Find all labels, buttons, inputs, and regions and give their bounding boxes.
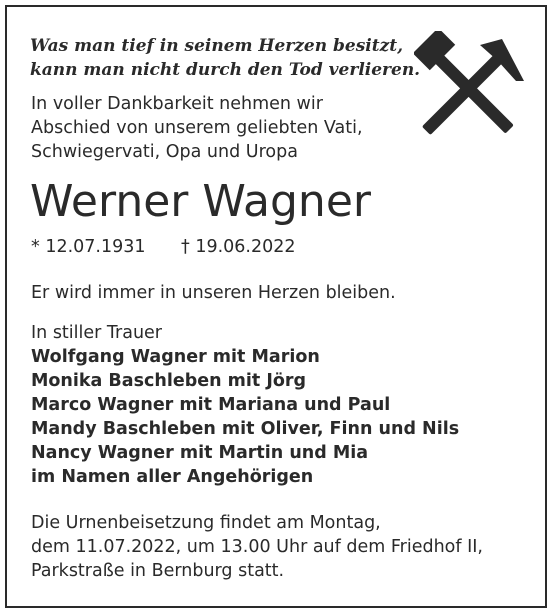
- life-dates: [31, 235, 296, 259]
- quote-line: kann man nicht durch den Tod verlieren.: [30, 60, 421, 80]
- notice-line: dem 11.07.2022, um 13.00 Uhr auf dem Friedhof II,: [31, 537, 483, 557]
- remembrance-text: Er wird immer in unseren Herzen bleiben.: [31, 283, 396, 303]
- mourning-lead: In stiller Trauer: [31, 323, 162, 343]
- mourner-line: im Namen aller Angehörigen: [31, 467, 314, 487]
- memorial-quote: [30, 34, 420, 82]
- intro-line: In voller Dankbarkeit nehmen wir: [31, 94, 323, 114]
- intro-text: [31, 92, 363, 164]
- death-date: † 19.06.2022: [181, 237, 296, 257]
- mourner-line: Nancy Wagner mit Martin und Mia: [31, 443, 369, 463]
- birth-date: * 12.07.1931: [31, 237, 146, 257]
- mourner-line: Monika Baschleben mit Jörg: [31, 371, 307, 391]
- mourners-list: [31, 321, 459, 489]
- funeral-notice: [31, 511, 483, 583]
- notice-line: Die Urnenbeisetzung findet am Montag,: [31, 513, 381, 533]
- mourner-line: Wolfgang Wagner mit Marion: [31, 347, 320, 367]
- mourner-line: Marco Wagner mit Mariana und Paul: [31, 395, 391, 415]
- notice-line: Parkstraße in Bernburg statt.: [31, 561, 285, 581]
- intro-line: Schwiegervati, Opa und Uropa: [31, 142, 298, 162]
- quote-line: Was man tief in seinem Herzen besitzt,: [30, 36, 404, 56]
- mourner-line: Mandy Baschleben mit Oliver, Finn und Nils: [31, 419, 460, 439]
- intro-line: Abschied von unserem geliebten Vati,: [31, 118, 363, 138]
- hammer-and-pick-icon: [414, 31, 526, 143]
- deceased-name: Werner Wagner: [30, 176, 371, 227]
